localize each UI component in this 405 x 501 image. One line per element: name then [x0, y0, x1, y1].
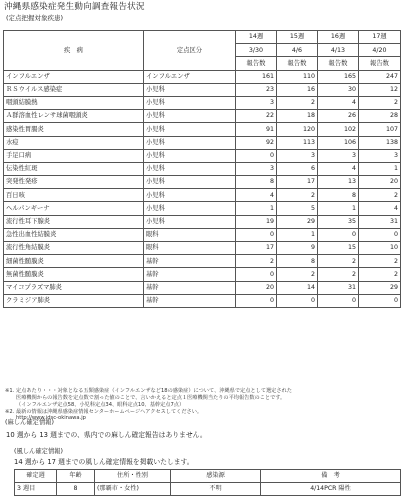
- category: 基幹: [144, 294, 236, 307]
- report-count: 2: [359, 96, 401, 109]
- report-count: 1: [277, 228, 318, 241]
- table-row: [4, 162, 401, 175]
- report-count: 17: [277, 176, 318, 189]
- report-count: 0: [318, 228, 359, 241]
- report-count: 3: [277, 149, 318, 162]
- report-count: 13: [318, 176, 359, 189]
- report-count: 22: [236, 110, 277, 123]
- report-count: 31: [359, 215, 401, 228]
- header-date: 4/20: [359, 44, 401, 57]
- rubella-age: 8: [57, 483, 95, 496]
- category: 眼科: [144, 242, 236, 255]
- report-count: 23: [236, 83, 277, 96]
- disease-name: 百日咳: [4, 189, 144, 202]
- report-count: 0: [359, 294, 401, 307]
- report-count: 1: [236, 202, 277, 215]
- disease-name: 急性出血性結膜炎: [4, 228, 144, 241]
- report-count: 20: [359, 176, 401, 189]
- disease-name: ヘルパンギーナ: [4, 202, 144, 215]
- report-count: 4: [318, 162, 359, 175]
- header-week: 15週: [277, 31, 318, 44]
- section-subtitle: (定点把握対象疾患): [6, 14, 64, 22]
- report-count: 107: [359, 123, 401, 136]
- report-count: 0: [236, 228, 277, 241]
- rubella-section-body: 14 週から 17 週までの風しん確定情報を掲載いたします。: [14, 458, 194, 466]
- report-count: 4: [318, 96, 359, 109]
- category: 小児科: [144, 110, 236, 123]
- table-row: [4, 189, 401, 202]
- report-count: 2: [318, 255, 359, 268]
- measles-section-body: 10 週から 13 週までの、県内での麻しん確定報告はありません。: [6, 431, 207, 439]
- rubella-header-age: 年齢: [57, 470, 95, 483]
- report-count: 1: [359, 162, 401, 175]
- report-count: 161: [236, 70, 277, 83]
- category: 小児科: [144, 202, 236, 215]
- disease-name: 無菌性髄膜炎: [4, 268, 144, 281]
- category: 小児科: [144, 136, 236, 149]
- report-count: 26: [318, 110, 359, 123]
- table-row: [4, 255, 401, 268]
- disease-name: 咽頭結膜熱: [4, 96, 144, 109]
- report-count: 30: [318, 83, 359, 96]
- report-count: 0: [318, 294, 359, 307]
- rubella-row: [15, 483, 401, 496]
- report-count: 10: [359, 242, 401, 255]
- footnotes: [5, 388, 401, 422]
- disease-report-table: [3, 30, 401, 308]
- report-count: 247: [359, 70, 401, 83]
- footnote-2-link[interactable]: http://www.idsc-okinawa.jp: [16, 415, 86, 422]
- report-count: 3: [359, 149, 401, 162]
- report-count: 9: [277, 242, 318, 255]
- report-count: 35: [318, 215, 359, 228]
- disease-name: ＲＳウイルス感染症: [4, 83, 144, 96]
- report-count: 165: [318, 70, 359, 83]
- category: 基幹: [144, 268, 236, 281]
- category: 小児科: [144, 149, 236, 162]
- footnote-1: ※1. 定点あたり・・・対象となる五類感染症（インフルエンザなど18の感染症）について、沖縄県で定点として選定された: [5, 388, 292, 394]
- report-count: 2: [359, 255, 401, 268]
- footnote-1-points: （インフルエンザ定点58、小児科定点34、眼科定点10、基幹定点7点）: [16, 401, 185, 408]
- report-count: 3: [318, 149, 359, 162]
- report-count: 2: [236, 255, 277, 268]
- report-count: 29: [277, 215, 318, 228]
- rubella-confirmed-week: 3 週目: [15, 483, 57, 496]
- header-report-label: 報告数: [318, 57, 359, 70]
- header-date: 4/6: [277, 44, 318, 57]
- header-report-label: 報告数: [236, 57, 277, 70]
- category: 小児科: [144, 162, 236, 175]
- table-row: [4, 268, 401, 281]
- rubella-header-source: 感染源: [171, 470, 261, 483]
- disease-name: 突発性発疹: [4, 176, 144, 189]
- rubella-address-gender: (那覇市・女性): [95, 483, 171, 496]
- table-row: [4, 136, 401, 149]
- report-count: 138: [359, 136, 401, 149]
- report-count: 4: [359, 202, 401, 215]
- category: 基幹: [144, 255, 236, 268]
- table-row: [4, 149, 401, 162]
- report-count: 0: [277, 294, 318, 307]
- disease-name: 伝染性紅斑: [4, 162, 144, 175]
- disease-name: インフルエンザ: [4, 70, 144, 83]
- table-row: [4, 70, 401, 83]
- report-count: 3: [236, 162, 277, 175]
- report-count: 113: [277, 136, 318, 149]
- report-count: 3: [236, 96, 277, 109]
- disease-name: Ａ群溶血性レンサ球菌咽頭炎: [4, 110, 144, 123]
- report-count: 8: [277, 255, 318, 268]
- table-row: [4, 202, 401, 215]
- header-category: 定点区分: [144, 31, 236, 71]
- disease-name: マイコプラズマ肺炎: [4, 281, 144, 294]
- disease-name: 流行性角結膜炎: [4, 242, 144, 255]
- header-week: 16週: [318, 31, 359, 44]
- footnote-2: ※2. 最新の情報は沖縄県感染症情報センターホームページへアクセスしてください。: [5, 408, 203, 415]
- report-count: 0: [236, 294, 277, 307]
- report-count: 8: [318, 189, 359, 202]
- table-row: [4, 96, 401, 109]
- disease-name: 感染性胃腸炎: [4, 123, 144, 136]
- disease-name: 細菌性髄膜炎: [4, 255, 144, 268]
- table-row: [4, 294, 401, 307]
- report-count: 91: [236, 123, 277, 136]
- table-row: [4, 228, 401, 241]
- report-count: 18: [277, 110, 318, 123]
- category: 小児科: [144, 176, 236, 189]
- report-count: 15: [318, 242, 359, 255]
- report-count: 4: [236, 189, 277, 202]
- disease-name: 手足口病: [4, 149, 144, 162]
- report-count: 19: [236, 215, 277, 228]
- report-count: 92: [236, 136, 277, 149]
- header-disease: 疾 病: [4, 31, 144, 71]
- report-count: 106: [318, 136, 359, 149]
- rubella-section-title: (風しん確定情報): [14, 448, 63, 455]
- report-count: 5: [277, 202, 318, 215]
- report-count: 2: [359, 189, 401, 202]
- header-week: 17週: [359, 31, 401, 44]
- report-count: 1: [318, 202, 359, 215]
- footnote-1-cont: 医療機関からの報告数を定点数で割った値のことで、言いかえると定点１医療機関当たりの平均報告数のことです。: [16, 394, 286, 401]
- disease-name: クラミジア肺炎: [4, 294, 144, 307]
- measles-section-title: (麻しん確定情報): [5, 419, 54, 426]
- table-row: [4, 110, 401, 123]
- category: 小児科: [144, 83, 236, 96]
- report-count: 0: [236, 268, 277, 281]
- report-count: 2: [277, 189, 318, 202]
- report-count: 31: [318, 281, 359, 294]
- category: 小児科: [144, 96, 236, 109]
- report-count: 120: [277, 123, 318, 136]
- disease-name: 流行性耳下腺炎: [4, 215, 144, 228]
- category: 小児科: [144, 189, 236, 202]
- header-week: 14週: [236, 31, 277, 44]
- rubella-infection-source: 不明: [171, 483, 261, 496]
- table-row: [4, 242, 401, 255]
- table-row: [4, 281, 401, 294]
- report-count: 16: [277, 83, 318, 96]
- report-count: 29: [359, 281, 401, 294]
- category: 眼科: [144, 228, 236, 241]
- header-date: 3/30: [236, 44, 277, 57]
- report-count: 17: [236, 242, 277, 255]
- table-row: [4, 215, 401, 228]
- rubella-table: [14, 469, 401, 496]
- category: 小児科: [144, 215, 236, 228]
- category: 小児科: [144, 123, 236, 136]
- table-row: [4, 123, 401, 136]
- table-row: [4, 83, 401, 96]
- report-count: 102: [318, 123, 359, 136]
- disease-name: 水痘: [4, 136, 144, 149]
- category: 基幹: [144, 281, 236, 294]
- rubella-header-remarks: 備 考: [261, 470, 401, 483]
- report-count: 0: [359, 228, 401, 241]
- report-count: 12: [359, 83, 401, 96]
- header-report-label: 報告数: [359, 57, 401, 70]
- report-count: 2: [359, 268, 401, 281]
- report-count: 14: [277, 281, 318, 294]
- header-date: 4/13: [318, 44, 359, 57]
- report-count: 28: [359, 110, 401, 123]
- report-count: 2: [277, 96, 318, 109]
- rubella-remarks: 4/14PCR 陽性: [261, 483, 401, 496]
- header-report-label: 報告数: [277, 57, 318, 70]
- report-count: 2: [318, 268, 359, 281]
- category: インフルエンザ: [144, 70, 236, 83]
- rubella-header-week: 確定週: [15, 470, 57, 483]
- page-title: 沖縄県感染症発生動向調査報告状況: [4, 2, 145, 12]
- report-count: 6: [277, 162, 318, 175]
- table-row: [4, 176, 401, 189]
- report-count: 0: [236, 149, 277, 162]
- report-count: 110: [277, 70, 318, 83]
- report-count: 8: [236, 176, 277, 189]
- report-count: 2: [277, 268, 318, 281]
- rubella-header-address: 住所・性別: [95, 470, 171, 483]
- report-count: 20: [236, 281, 277, 294]
